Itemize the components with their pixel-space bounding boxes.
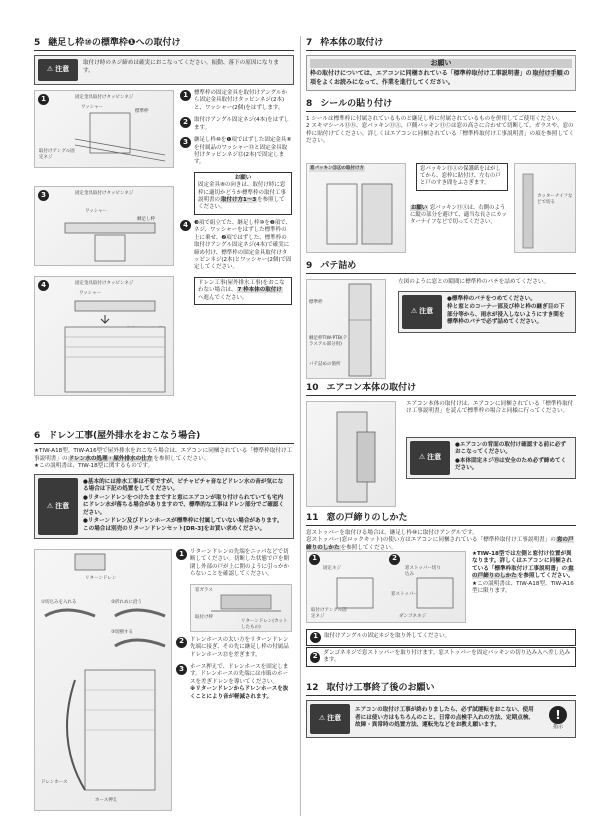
cutter-drawing <box>515 164 577 254</box>
fig-label: ワッシャー <box>81 105 104 110</box>
fig-label: 窓ガラス <box>195 587 213 593</box>
step-4: 4 ❸項で組立てた、継足し枠⑩を❷項で、ネジ、ワッシャーをはずした標準枠の上に乗せ、❷項ではずした、標準枠の取付けアングル固定ネジ(4本)で確実に締め付け、標準枠の固定金具取付けタッピンネジ(2本)とワッシャー(2個)で固定してください。 <box>180 220 292 272</box>
fig-label: 固定金具取付けタッピンネジ <box>75 281 134 286</box>
step-2: 2 取付けアングル固定ネジ(4本)をはずします。 <box>180 117 292 132</box>
packing-drawing <box>307 164 407 254</box>
ref-link[interactable]: 取付け方1〜3 <box>221 197 257 204</box>
step-marker-3: 3 <box>38 190 49 201</box>
step-1: 1 標準枠の固定金具を取付けアングルから固定金具取付けタッピンネジ(2本)と、ワッシャー(2個)をはずします。 <box>180 90 292 112</box>
caution-text: ●エアコンの背面の取付け確認する前に必ずおこなってください。 ●本体固定ネジ⑮は安全のため必ず締めてください。 <box>455 441 567 472</box>
figure-aircon <box>306 401 396 507</box>
figure-putty <box>306 279 386 379</box>
section-6-header: 6 ドレン工事(屋外排水をおこなう場合) <box>34 429 294 444</box>
section-9: 9 パテ詰め 標準枠 継足枠TIW-PTB(テラスアル部分用) パテ詰めの箇所 左図のように窓との隙間に標準枠のパテを詰めてください。 ⚠ 注意 ●標準枠のパテをつめてください。 枠と窓とのコーナー部及び枠と枠の継ぎ目の下部分等から、雨水が浸入しないようにすき間を標準枠のパテで必ず詰めてください。 <box>306 259 576 381</box>
fig-label: ワッシャー <box>79 291 102 296</box>
section-6 <box>34 429 294 819</box>
fig-label: ワッシャー <box>85 209 108 214</box>
fig-label: 取付けアングル固定ネジ <box>39 149 75 161</box>
fig-label: 窓パッキン⑪Ⓐの取付け方 <box>310 165 364 171</box>
putty-intro: 左図のように窓との隙間に標準枠のパテを詰めてください。 <box>398 278 550 285</box>
fig-label: リターンドレン(カットしたもの) <box>241 618 288 630</box>
packing-note: 窓パッキン⑪Ⓐの保護紙をはがしてから、窓枠に貼付け、左右の戸と戸のすき間をふさぎます。 <box>416 163 508 191</box>
caution-box <box>398 291 576 333</box>
step-2: 2 ドレンホースの太い方をリターンドレン先端に接ぎ、その先に継足し枠の付属品ドレンホース⑫を差ぎます。 <box>176 637 292 659</box>
figure-stopper: 1 2 固定ネジ 窓ストッパー切り込み 取付けアングル固定ネジ 窓ストッパー ダンゴネネジ <box>306 551 466 623</box>
fig-label: ①切込みを入れる <box>41 600 77 605</box>
caution-badge: ⚠ 注意 <box>402 295 442 329</box>
figure-cutter <box>514 163 576 253</box>
caution-box <box>34 474 294 540</box>
figure-drain <box>34 549 172 811</box>
fig-label: ②折れめに沿う <box>111 600 143 605</box>
caution-badge: ⚠ 注意 <box>410 441 450 475</box>
figure-step1 <box>34 90 174 168</box>
caution-text: エアコンの取付け工事が終わりましたら、必ず試運転をおこない、使用者には使い方はもちろんのこと、日常の点検手入れの方法、定期点検、故障・異常時の処置方法、運転先などをお教え願います。 <box>355 707 535 729</box>
caution-badge: ⚠ 注意 <box>310 704 350 734</box>
drain-note: ドレン工事(屋外排水工事)をおこなわない場合は、7 枠本体の取付けへ進んでください。 <box>194 277 292 305</box>
fig-label: 取付けアングル固定ネジ <box>311 607 347 619</box>
stopper-drawing <box>307 552 467 624</box>
section-5 <box>34 36 294 421</box>
warning-icon: ⚠ <box>46 65 54 74</box>
section-6-intro: ★TIW-A18型、TIW-A16型で屋外排水をおこなう場合は、エアコンに同梱されている「標準枠取付け工事説明書」のドレン水の処理・屋外排水の仕方を参照してください。 ★この説明書は、TIW-18型に関するものです。 <box>34 448 293 470</box>
exclamation-icon: ! <box>549 706 567 724</box>
warning-icon: ⚠ <box>318 713 326 722</box>
section-6-steps <box>176 549 292 706</box>
section-title: 継足し枠⑩の標準枠❶への取付け <box>48 37 181 48</box>
step-3: 3 継足し枠⑩を❶項ではずした固定金具⑧を付属品のワッシャー⑬と固定金具取付けタッピンネジ⑫(2本)で固定します。 <box>180 137 292 167</box>
section-5-steps <box>180 90 292 305</box>
figure-step4 <box>34 276 174 396</box>
warning-icon: ⚠ <box>46 501 54 510</box>
fig-label: 標準枠 <box>135 109 149 114</box>
ref-link[interactable]: 窓の戸締りのしかた <box>472 565 574 580</box>
ref-link[interactable]: 取付け手順 <box>532 70 563 78</box>
aircon-drawing <box>307 402 397 508</box>
assembled-frame-drawing <box>35 277 175 397</box>
step-marker-4: 4 <box>38 280 49 291</box>
ref-link[interactable]: 7 枠本体の取付け <box>237 287 282 294</box>
stopper-step-2: 2 ダンゴネネジで窓ストッパーを取り付けます。窓ストッパーを固定パッキンの切り込み入へ差し込みます。 <box>306 647 576 668</box>
caution-box <box>306 700 576 738</box>
step-1: 1 リターンドレンの先端をニッパなどで切断してください。切断した状態で戸を開閉し外部の戸が上に開のように引っかからないことを確認してください。 <box>176 549 292 579</box>
section-number: 5 <box>34 37 41 48</box>
instruction-icon-wrap: ! 指示 <box>544 706 572 731</box>
fig-label: カッターナイフなどで切る <box>537 193 573 205</box>
caution-box <box>406 437 576 479</box>
stopper-notes: ★TIW-18型では左側と窓付け位置が異なります。詳しくはエアコンに同梱されている「標準枠取付け工事説明書」の窓の戸締りのしかたを参照してください。 ★この説明書は、TIW-A18型、TIW-A16型に限ります。 <box>472 550 574 595</box>
section-8: 8 シールの貼り付け 1 シールは標準枠に付属されているものと継足し枠に付属されているものを併用してご使用ください。 2 スキマシール⑪Ⓑ、窓パッキン⑪Ⓐ、戸側パッキン⑪Ⓒは窓の高さに合わせて切断して、ガラスや、窓の枠に貼付けてください。詳しくはエアコンに同梱されている「標準枠取付け工事説明書」の項を参照してください。 窓パッキン⑪Ⓐの取付け方 窓パッキン⑪Ⓐの保護紙をはがしてから、窓枠に貼付け、左右の戸と戸のすき間をふさぎます。 お願い 窓パッキン⑪Ⓐは、右側のように縦の部分を避けて、適当な長さにカッターナイフなどで切ってください。 カッターナイフなどで切る <box>306 97 576 259</box>
fig-label: 取付け枠 <box>195 614 213 620</box>
fig-label: 固定金具取付けタッピンネジ <box>75 95 134 100</box>
caution-box <box>34 55 294 85</box>
section-5-header <box>34 36 294 51</box>
section-10: 10 エアコン本体の取付け エアコン本体の取付けは、エアコンに同梱されている「標準枠取付け工事説明書」を読んで標準枠の場合と同様に行ってください。 ⚠ 注意 ●エアコンの背面の取付け確認する前に必ずおこなってください。 ●本体固定ネジ⑮は安全のため必ず締めてください。 <box>306 381 576 511</box>
fig-label: パテ詰めの箇所 <box>309 361 341 367</box>
figure-step3 <box>34 186 174 266</box>
section-7: 7 枠本体の取付け お願い 枠の取付けについては、エアコンに同梱されている「標準枠取付け工事説明書」の取付け手順の項をよくお読みになって、作業を進行してください。 <box>306 36 576 91</box>
section-11: 11 窓の戸締りのしかた 窓ストッパーを取付ける場合は、継足し枠⑩に取付けアングルです。 窓ストッパー(窓ロックキット)の使い方はエアコンに同梱されている「標準枠取付け工事説明書」の窓の戸締りのしかたを参照してください。 1 2 固定ネジ 窓ストッパー切り込み 取付けアングル固定ネジ 窓ストッパー ダンゴネネジ ★TIW-18型では左側と窓付け位置が異なります。詳しくはエアコンに同梱されている「標準枠取付け工事説明書」の窓の戸締りのしかたを参照してください。 ★この説明書は、TIW-A18型、TIW-A16型に限ります。 1 取付けアングルの固定ネジを取り外してください。 2 ダンゴネネジで窓ストッパーを取り付けます。窓ストッパーを固定パッキンの切り込み入へ差し込みます。 <box>306 511 576 681</box>
fig-label: 継足枠TIW-PTB(テラスアル部分用) <box>309 335 348 347</box>
fig-label: 窓ストッパー切り込み <box>405 565 441 577</box>
fig-label: ダンゴネネジ <box>399 613 427 619</box>
fig-label: 固定金具取付けタッピンネジ <box>75 191 134 196</box>
window-section-drawing <box>191 585 291 633</box>
ref-link[interactable]: ドレン水の処理・屋外排水の仕方 <box>68 455 153 462</box>
warning-icon: ⚠ <box>410 307 418 315</box>
section-12: 12 取付け工事終了後のお願い ⚠ 注意 エアコンの取付け工事が終わりましたら、必ず試運転をおこない、使用者には使い方はもちろんのこと、日常の点検手入れの方法、定期点検、故障・異常時の処置方法、運転先などをお教え願います。 ! 指示 <box>306 681 576 741</box>
caution-badge: ⚠ 注意 <box>38 478 78 536</box>
warning-icon: ⚠ <box>418 453 426 461</box>
putty-drawing <box>307 280 387 380</box>
caution-text: ●基本的には排水工事は不要ですが、ピチャピチャ音などドレン水の音が気になる場合は下記の処置をしてください。 ●リターンドレンをつけたままですと窓にエアコンが取り付けられていても宅内にドレン水が落ちる場合がありますので、標準的な工事はドレン部分でご確認ください。 ●リターンドレン及びドレンホースが標準枠に付属していない場合があります。この場合は別売のリターンドレンセット[DR-3]をお買い求めください。 <box>83 478 284 532</box>
packing-onegai: お願い 窓パッキン⑪Ⓐは、右側のように縦の部分を避けて、適当な長さにカッターナイフなどで切ってください。 <box>410 204 507 226</box>
left-column <box>34 36 294 819</box>
fig-label: 継足し枠 <box>137 217 155 222</box>
fig-label: ③切断する <box>111 630 134 635</box>
fig-label: 標準枠 <box>309 299 323 305</box>
right-column <box>306 36 576 741</box>
drain-hose-drawing <box>35 550 173 812</box>
fig-label: リターンドレン <box>85 576 117 581</box>
fig-label: 固定ネジ <box>323 565 341 571</box>
ref-link[interactable]: 窓の戸締りのしかた <box>306 537 574 551</box>
extension-frame-drawing <box>35 187 175 267</box>
fig-label: ドレンホース <box>41 780 68 785</box>
caution-badge: ⚠ 注意 <box>38 59 78 81</box>
fig-label: 窓ストッパー <box>391 591 418 597</box>
step-marker-1: 1 <box>38 94 49 105</box>
onegai-box: お願い 枠の取付けについては、エアコンに同梱されている「標準枠取付け工事説明書」の取付け手順の項をよくお読みになって、作業を進行してください。 <box>306 55 576 91</box>
onegai-box: お願い 固定金具⑧の向きは、取付け時に窓枠に適切かどうか標準枠の取付工事説明書の取付け方1〜3を参照してください。 <box>194 172 292 215</box>
caution-text: 取付け時のネジ締めは確実におこなってください。振動、落下の原因になります。 <box>83 60 279 74</box>
figure-window-section <box>190 584 292 632</box>
column-divider <box>300 36 301 816</box>
step-3: 3 ホース押えで、ドレンホースを固定します。ドレンホースの先端には市販のホースを差ぎドレンを導いてください。 ※リターンドレンからドレンホースを抜くことにより音が軽減されます。 <box>176 664 292 701</box>
window-frame-drawing <box>35 91 175 169</box>
fig-label: ホース押え <box>95 798 118 803</box>
stopper-step-1: 1 取付けアングルの固定ネジを取り外してください。 <box>306 629 576 646</box>
figure-packing <box>306 163 406 253</box>
caution-text: ●標準枠のパテをつめてください。 枠と窓とのコーナー部及び枠と枠の継ぎ目の下部分等から、雨水が浸入しないようにすき間を標準枠のパテで必ず詰めてください。 <box>447 295 565 326</box>
